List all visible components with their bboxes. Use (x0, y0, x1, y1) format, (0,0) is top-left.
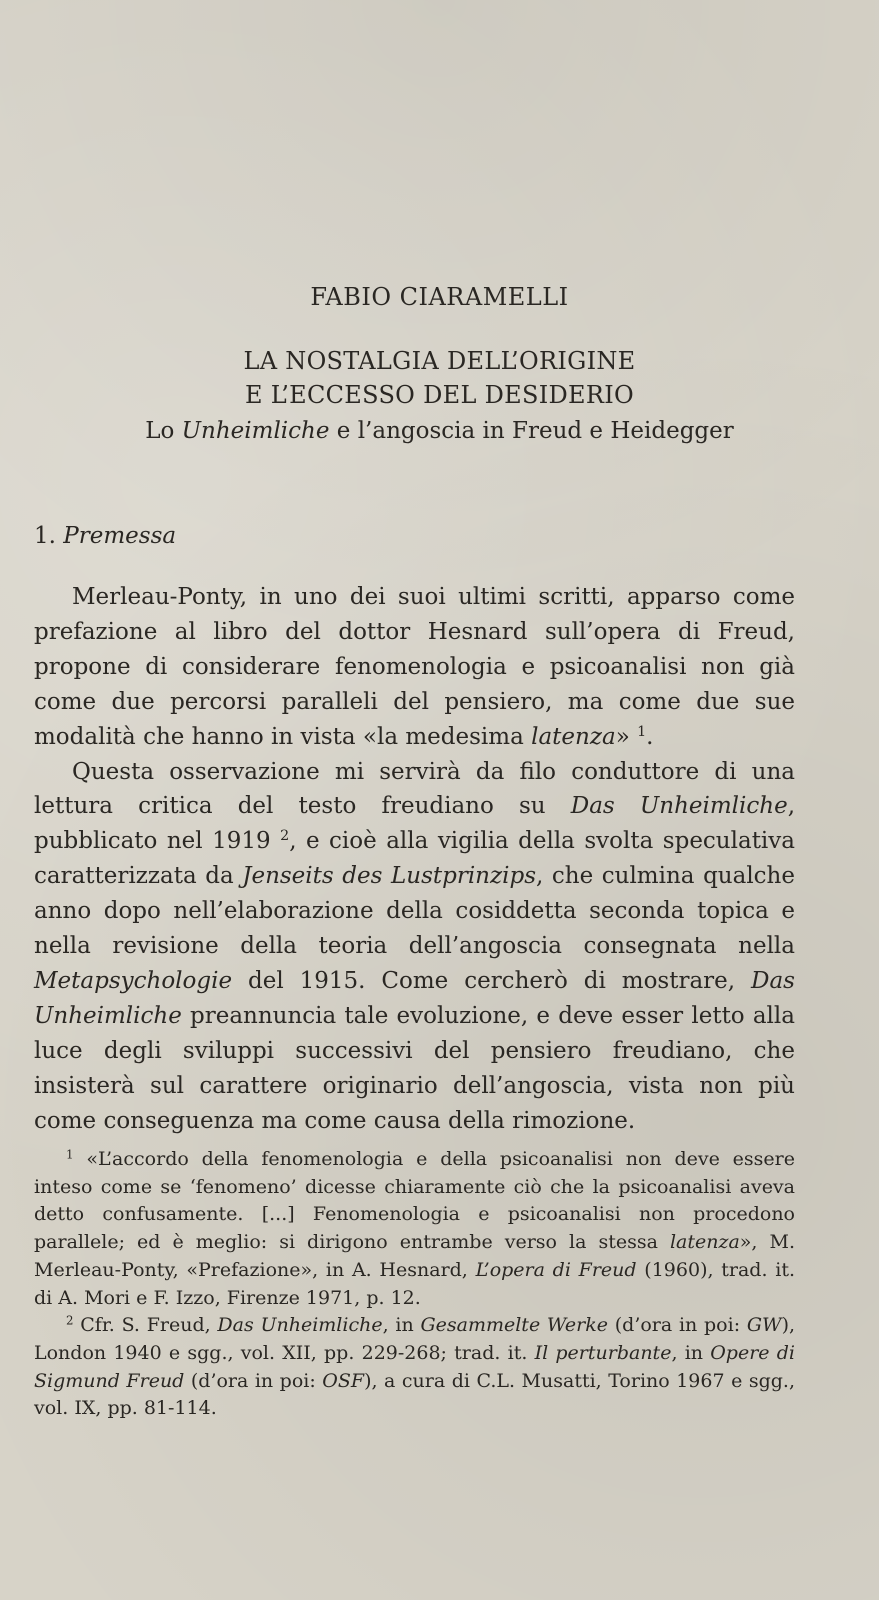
paragraph-2-italic: Das Unheimliche (570, 793, 788, 820)
footnote-2-italic: GW (746, 1314, 782, 1337)
footnote-1-text: (1960), trad. it. di A. Mori e F. Izzo, Firenze 1971, p. 12. (34, 1258, 795, 1309)
footnote-1-italic: latenza (669, 1231, 740, 1254)
section-heading (34, 523, 176, 549)
footnote-2-italic: Opere di Sigmund Freud (34, 1341, 795, 1392)
paragraph-2-text: preannuncia tale evoluzione, e deve esser letto alla luce degli sviluppi successivi del pensiero freudiano, che insisterà sul carattere originario dell’angoscia, vista non più come conseguenza ma come causa della rimozione. (34, 1002, 795, 1134)
paragraph-1-after: . (646, 723, 654, 750)
footnote-2-text: ), London 1940 e sgg., vol. XII, pp. 229-268; trad. it. (34, 1314, 796, 1364)
footnote-2-text: (d’ora in poi: (184, 1369, 323, 1392)
footnote-1-number: 1 (66, 1147, 74, 1162)
subtitle-pre: Lo (145, 418, 182, 444)
paragraph-1-text: Merleau-Ponty, in uno dei suoi ultimi scritti, apparso come prefazione al libro del dottor Hesnard sull’opera di Freud, propone di considerare fenomenologia e psicoanalisi non già come due percorsi paralleli del pensiero, ma come due sue modalità che hanno in vista «la medesima (34, 584, 795, 750)
footnote-1 (34, 1146, 795, 1312)
footnote-2 (34, 1312, 795, 1423)
paragraph-2 (34, 755, 795, 1139)
subtitle-post: e l’angoscia in Freud e Heidegger (329, 418, 734, 444)
paragraph-1-italic: latenza (531, 723, 616, 750)
section-number: 1. (34, 523, 64, 549)
paragraph-2-text: del 1915. Come cercherò di mostrare, (232, 967, 752, 994)
chapter-title-line-1: LA NOSTALGIA DELL’ORIGINE (243, 347, 636, 375)
chapter-title (0, 344, 879, 412)
subtitle-italic: Unheimliche (181, 418, 330, 444)
paragraph-2-text: , che culmina qualche anno dopo nell’elaborazione della cosiddetta seconda topica e nella revisione della teoria dell’angoscia consegnata nella (34, 863, 795, 960)
paragraph-2-text: , e cioè alla vigilia della svolta speculativa caratterizzata da (34, 828, 795, 890)
paragraph-1-end: » (615, 723, 638, 750)
footnote-2-italic: OSF (322, 1369, 365, 1392)
footnote-2-text: (d’ora in poi: (608, 1314, 747, 1337)
footnote-ref-1: 1 (637, 723, 647, 740)
chapter-subtitle (0, 414, 879, 448)
body-text (34, 580, 795, 1139)
footnote-2-text: , in (671, 1341, 711, 1364)
footnote-1-italic: L’opera di Freud (475, 1258, 637, 1281)
footnote-1-text: «L’accordo della fenomenologia e della psicoanalisi non deve essere inteso come se ‘fenomeno’ dicesse chiaramente ciò che la psicoanalisi aveva detto confusamente. [...] Fenomenologia e psicoanalisi non procedono parallele; ed è meglio: si dirigono entrambe verso la stessa (34, 1148, 795, 1254)
footnote-2-italic: Il perturbante (534, 1341, 672, 1364)
footnote-2-italic: Das Unheimliche (217, 1314, 383, 1337)
footnote-2-number: 2 (66, 1313, 74, 1328)
footnote-1-text: », M. Merleau-Ponty, «Prefazione», in A. Hesnard, (34, 1231, 795, 1281)
footnote-2-italic: Gesammelte Werke (420, 1314, 608, 1337)
paragraph-2-text: , pubblicato nel 1919 (34, 793, 795, 855)
paragraph-2-italic: Jenseits des Lustprinzips (242, 863, 536, 890)
paragraph-2-italic: Das Unheimliche (34, 967, 795, 1029)
paragraph-2-text: Questa osservazione mi servirà da filo conduttore di una lettura critica del testo freudiano su (34, 758, 795, 820)
footnote-2-text: , in (382, 1314, 421, 1337)
author-name: FABIO CIARAMELLI (310, 283, 569, 311)
footnote-2-text: ), a cura di C.L. Musatti, Torino 1967 e sgg., vol. IX, pp. 81-114. (34, 1369, 796, 1420)
section-title: Premessa (63, 523, 177, 549)
footnotes (34, 1146, 795, 1423)
paragraph-1 (34, 580, 795, 755)
chapter-title-line-2: E L’ECCESSO DEL DESIDERIO (245, 381, 634, 409)
footnote-ref-2: 2 (280, 828, 290, 845)
paragraph-2-italic: Metapsychologie (34, 967, 233, 994)
footnote-2-text: Cfr. S. Freud, (73, 1314, 218, 1337)
